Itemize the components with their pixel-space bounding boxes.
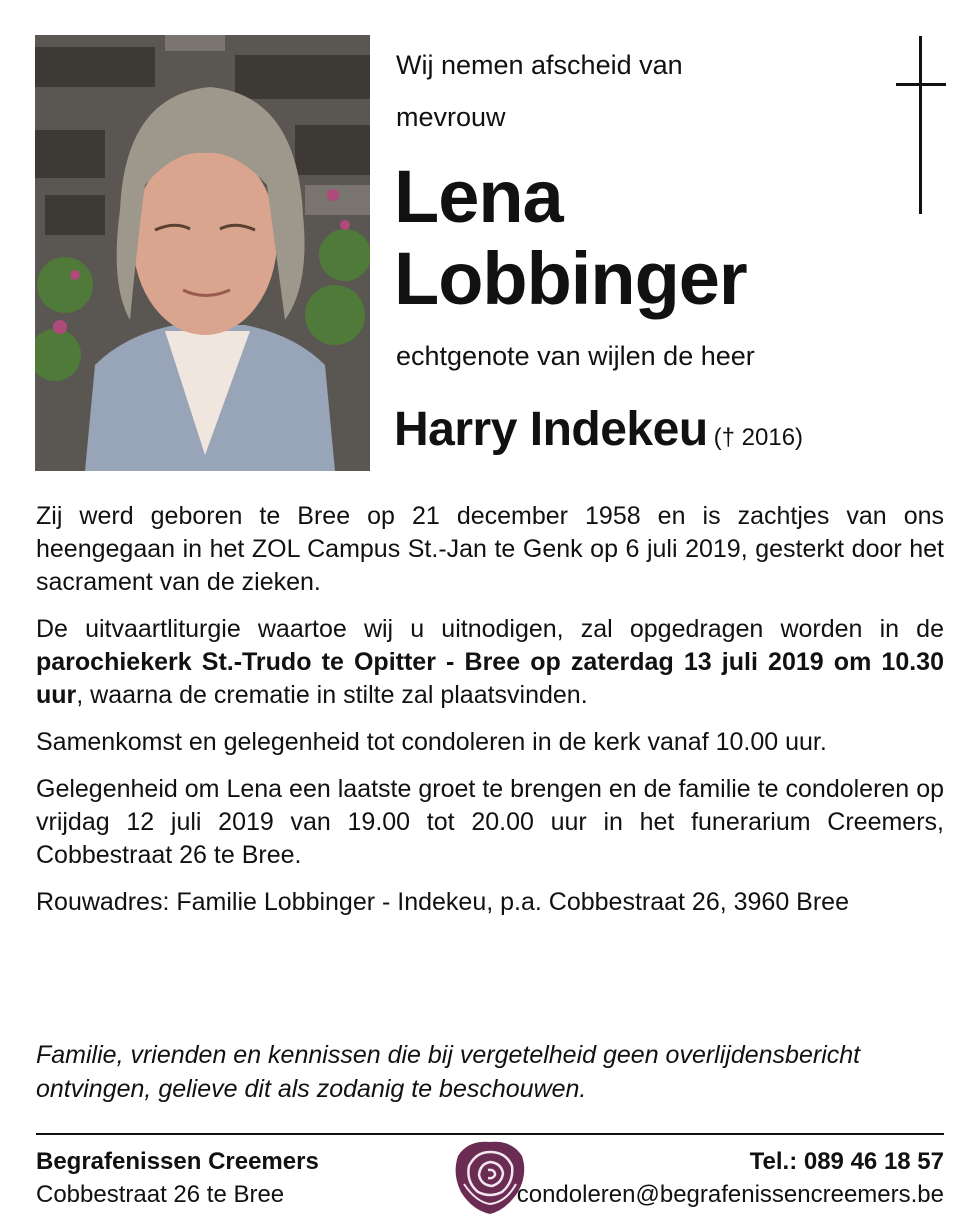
funeral-home-email[interactable]: condoleren@begrafenissencreemers.be [516, 1181, 944, 1208]
spouse-line [394, 403, 804, 456]
spouse-death-year: († 2016) [713, 424, 804, 451]
deceased-first-name: Lena [394, 155, 563, 238]
gathering-paragraph: Samenkomst en gelegenheid tot condoleren in de kerk vanaf 10.00 uur. [36, 728, 827, 756]
salutation: mevrouw [396, 102, 506, 132]
closing-note: Familie, vrienden en kennissen die bij vergetelheid geen overlijdensbericht ontvingen, gelieve dit als zodanig te beschouwen. [36, 1041, 861, 1103]
footer-divider [36, 1133, 944, 1135]
intro-line: Wij nemen afscheid van [396, 50, 683, 80]
cross-icon [896, 36, 946, 214]
funeral-home-address: Cobbestraat 26 te Bree [36, 1181, 285, 1208]
mourning-address: Rouwadres: Familie Lobbinger - Indekeu, p.a. Cobbestraat 26, 3960 Bree [36, 888, 849, 916]
funeral-text-end: , waarna de crematie in stilte zal plaatsvinden. [76, 681, 588, 709]
funeral-home-phone: Tel.: 089 46 18 57 [749, 1148, 944, 1175]
deceased-last-name: Lobbinger [394, 237, 747, 320]
spouse-intro: echtgenote van wijlen de heer [396, 341, 755, 371]
spouse-name: Harry Indekeu [394, 403, 708, 456]
funeral-text-start: De uitvaartliturgie waartoe wij u uitnodigen, zal opgedragen worden in de [36, 615, 944, 643]
funeral-location-date: parochiekerk St.-Trudo te Opitter - Bree op zaterdag 13 juli 2019 om 10.30 uur [36, 648, 944, 709]
portrait-photo [35, 35, 370, 471]
obituary-body [36, 500, 944, 933]
visitation-paragraph: Gelegenheid om Lena een laatste groet te brengen en de familie te condoleren op vrijdag 12 juli 2019 van 19.00 tot 20.00 uur in het funerarium Creemers, Cobbestraat 26 te Bree. [36, 775, 944, 869]
birth-death-paragraph: Zij werd geboren te Bree op 21 december 1958 en is zachtjes van ons heengegaan in het ZOL Campus St.-Jan te Genk op 6 juli 2019, gesterkt door het sacrament van de zieken. [36, 502, 944, 596]
funeral-paragraph [36, 613, 944, 712]
funeral-home-name: Begrafenissen Creemers [36, 1148, 319, 1175]
